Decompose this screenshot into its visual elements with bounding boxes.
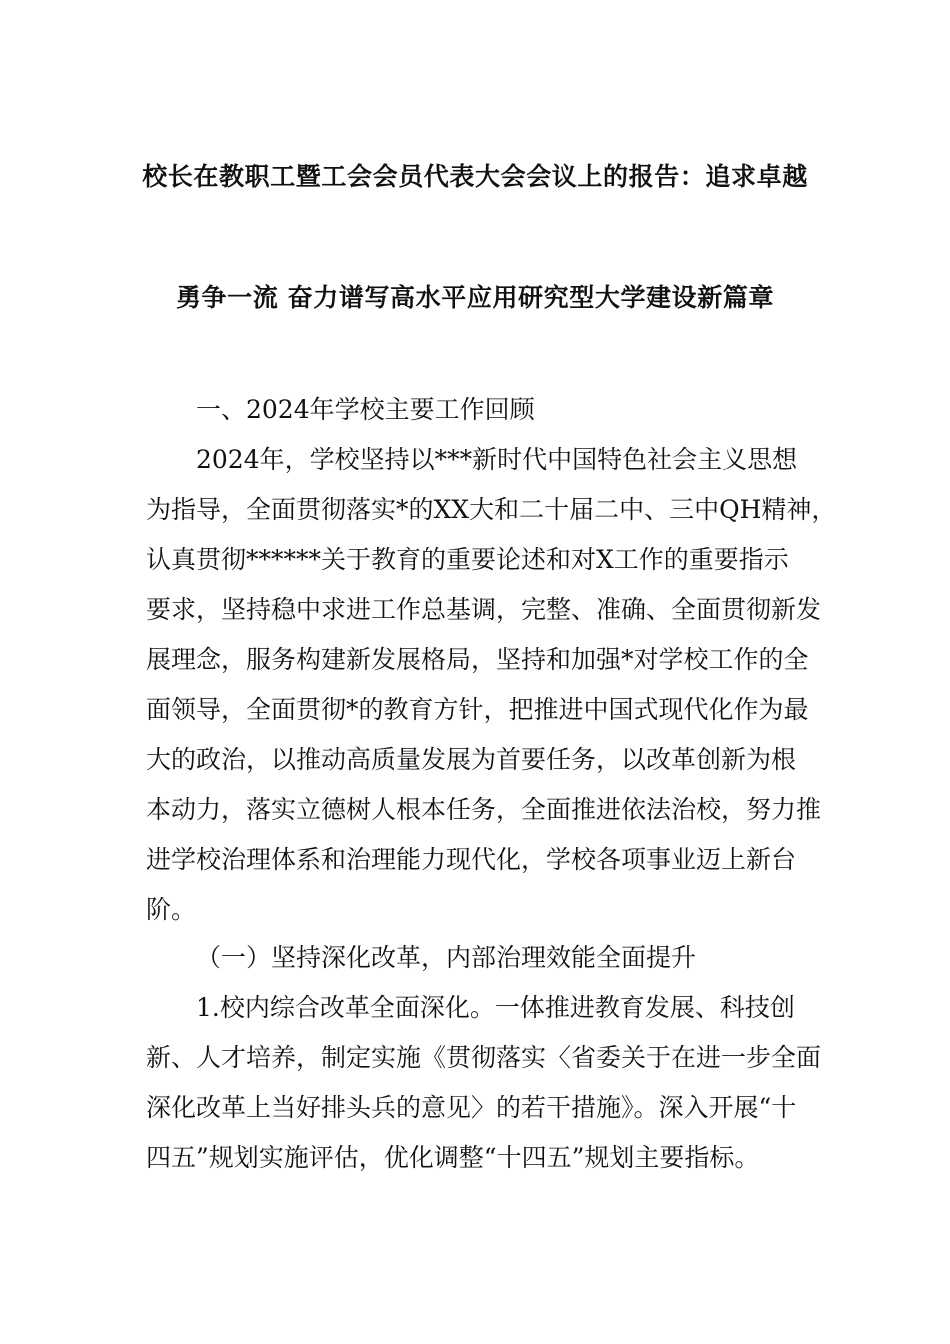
subsection-heading: （一）坚持深化改革，内部治理效能全面提升 <box>196 943 697 972</box>
document-title-line-2: 勇争一流 奋力谱写高水平应用研究型大学建设新篇章 <box>175 283 775 312</box>
paragraph-line: 阶。 <box>146 895 197 924</box>
paragraph-line: 认真贯彻******关于教育的重要论述和对X工作的重要指示 <box>146 545 789 574</box>
paragraph-line: 本动力，落实立德树人根本任务，全面推进依法治校，努力推 <box>146 795 822 824</box>
paragraph-line: 展理念，服务构建新发展格局，坚持和加强*对学校工作的全 <box>146 645 809 674</box>
paragraph-line: 1.校内综合改革全面深化。一体推进教育发展、科技创 <box>196 993 795 1022</box>
paragraph-line: 进学校治理体系和治理能力现代化，学校各项事业迈上新台 <box>146 845 797 874</box>
paragraph-line: 为指导，全面贯彻落实*的XX大和二十届二中、三中QH精神， <box>146 495 837 524</box>
paragraph-line: 要求，坚持稳中求进工作总基调，完整、准确、全面贯彻新发 <box>146 595 822 624</box>
paragraph-line: 四五”规划实施评估，优化调整“十四五”规划主要指标。 <box>146 1143 760 1172</box>
paragraph-line: 面领导，全面贯彻*的教育方针，把推进中国式现代化作为最 <box>146 695 809 724</box>
section-heading: 一、2024年学校主要工作回顾 <box>196 395 535 424</box>
document-title-line-1: 校长在教职工暨工会会员代表大会会议上的报告：追求卓越 <box>142 162 808 191</box>
paragraph-line: 深化改革上当好排头兵的意见〉的若干措施》。深入开展“十 <box>146 1093 797 1122</box>
paragraph-line: 大的政治，以推动高质量发展为首要任务，以改革创新为根 <box>146 745 797 774</box>
paragraph-line: 新、人才培养，制定实施《贯彻落实〈省委关于在进一步全面 <box>146 1043 822 1072</box>
paragraph-line: 2024年，学校坚持以***新时代中国特色社会主义思想 <box>196 445 798 474</box>
